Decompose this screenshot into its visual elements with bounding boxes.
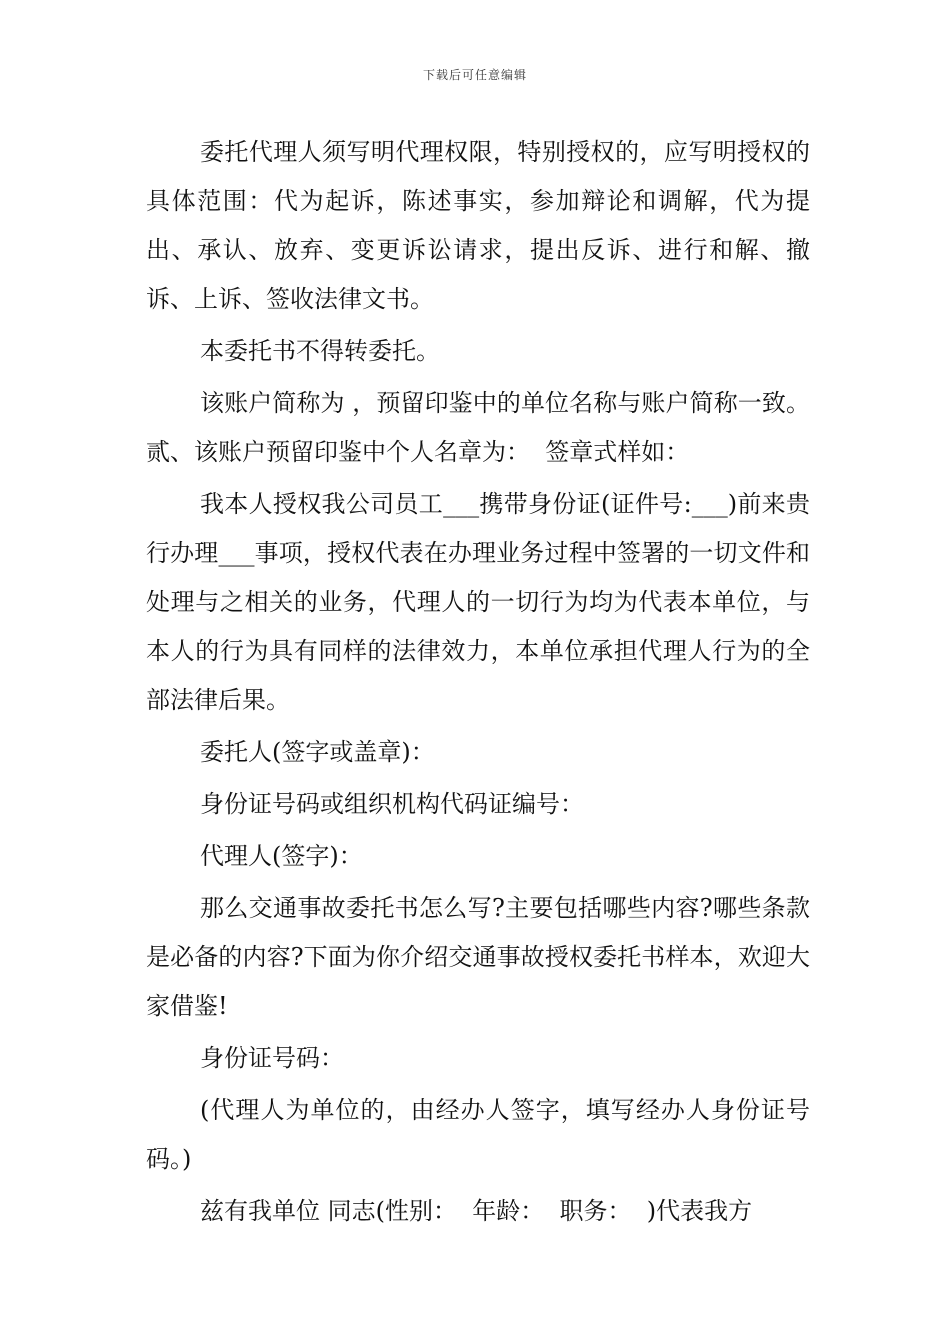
paragraph-agent-unit-note: (代理人为单位的，由经办人签字，填写经办人身份证号码。): [146, 1096, 810, 1173]
paragraph-employee-authorization: 我本人授权我公司员工___携带身份证(证件号:___)前来贵行办理___事项，授权代表在办理业务过程中签署的一切文件和处理与之相关的业务，代理人的一切行为均为代表本单位，与本人的行为具有同样的法律效力，本单位承担代理人行为的全部法律后果。: [146, 490, 810, 714]
paragraph-id-number: 身份证号码：: [200, 1044, 344, 1072]
paragraph-id-or-org-code: 身份证号码或组织机构代码证编号：: [200, 790, 584, 818]
paragraph-no-subdelegation: 本委托书不得转委托。: [200, 337, 440, 365]
page-header-note: 下载后可任意编辑: [422, 68, 527, 82]
paragraph-delegation-statement: 兹有我单位 同志(性别： 年龄： 职务： )代表我方: [200, 1197, 753, 1225]
paragraph-traffic-accident-intro: 那么交通事故委托书怎么写?主要包括哪些内容?哪些条款是必备的内容?下面为你介绍交通事故授权委托书样本，欢迎大家借鉴!: [146, 894, 810, 1020]
paragraph-agent-signature: 代理人(签字)：: [200, 842, 363, 870]
paragraph-authority-scope: 委托代理人须写明代理权限，特别授权的，应写明授权的具体范围：代为起诉，陈述事实，参加辩论和调解，代为提出、承认、放弃、变更诉讼请求，提出反诉、进行和解、撤诉、上诉、签收法律文书。: [146, 138, 810, 313]
paragraph-account-name: 该账户简称为 ，预留印鉴中的单位名称与账户简称一致。 贰、该账户预留印鉴中个人名章为： 签章式样如：: [146, 389, 818, 466]
paragraph-principal-signature: 委托人(签字或盖章)：: [200, 738, 435, 766]
document-body: [146, 128, 818, 1239]
